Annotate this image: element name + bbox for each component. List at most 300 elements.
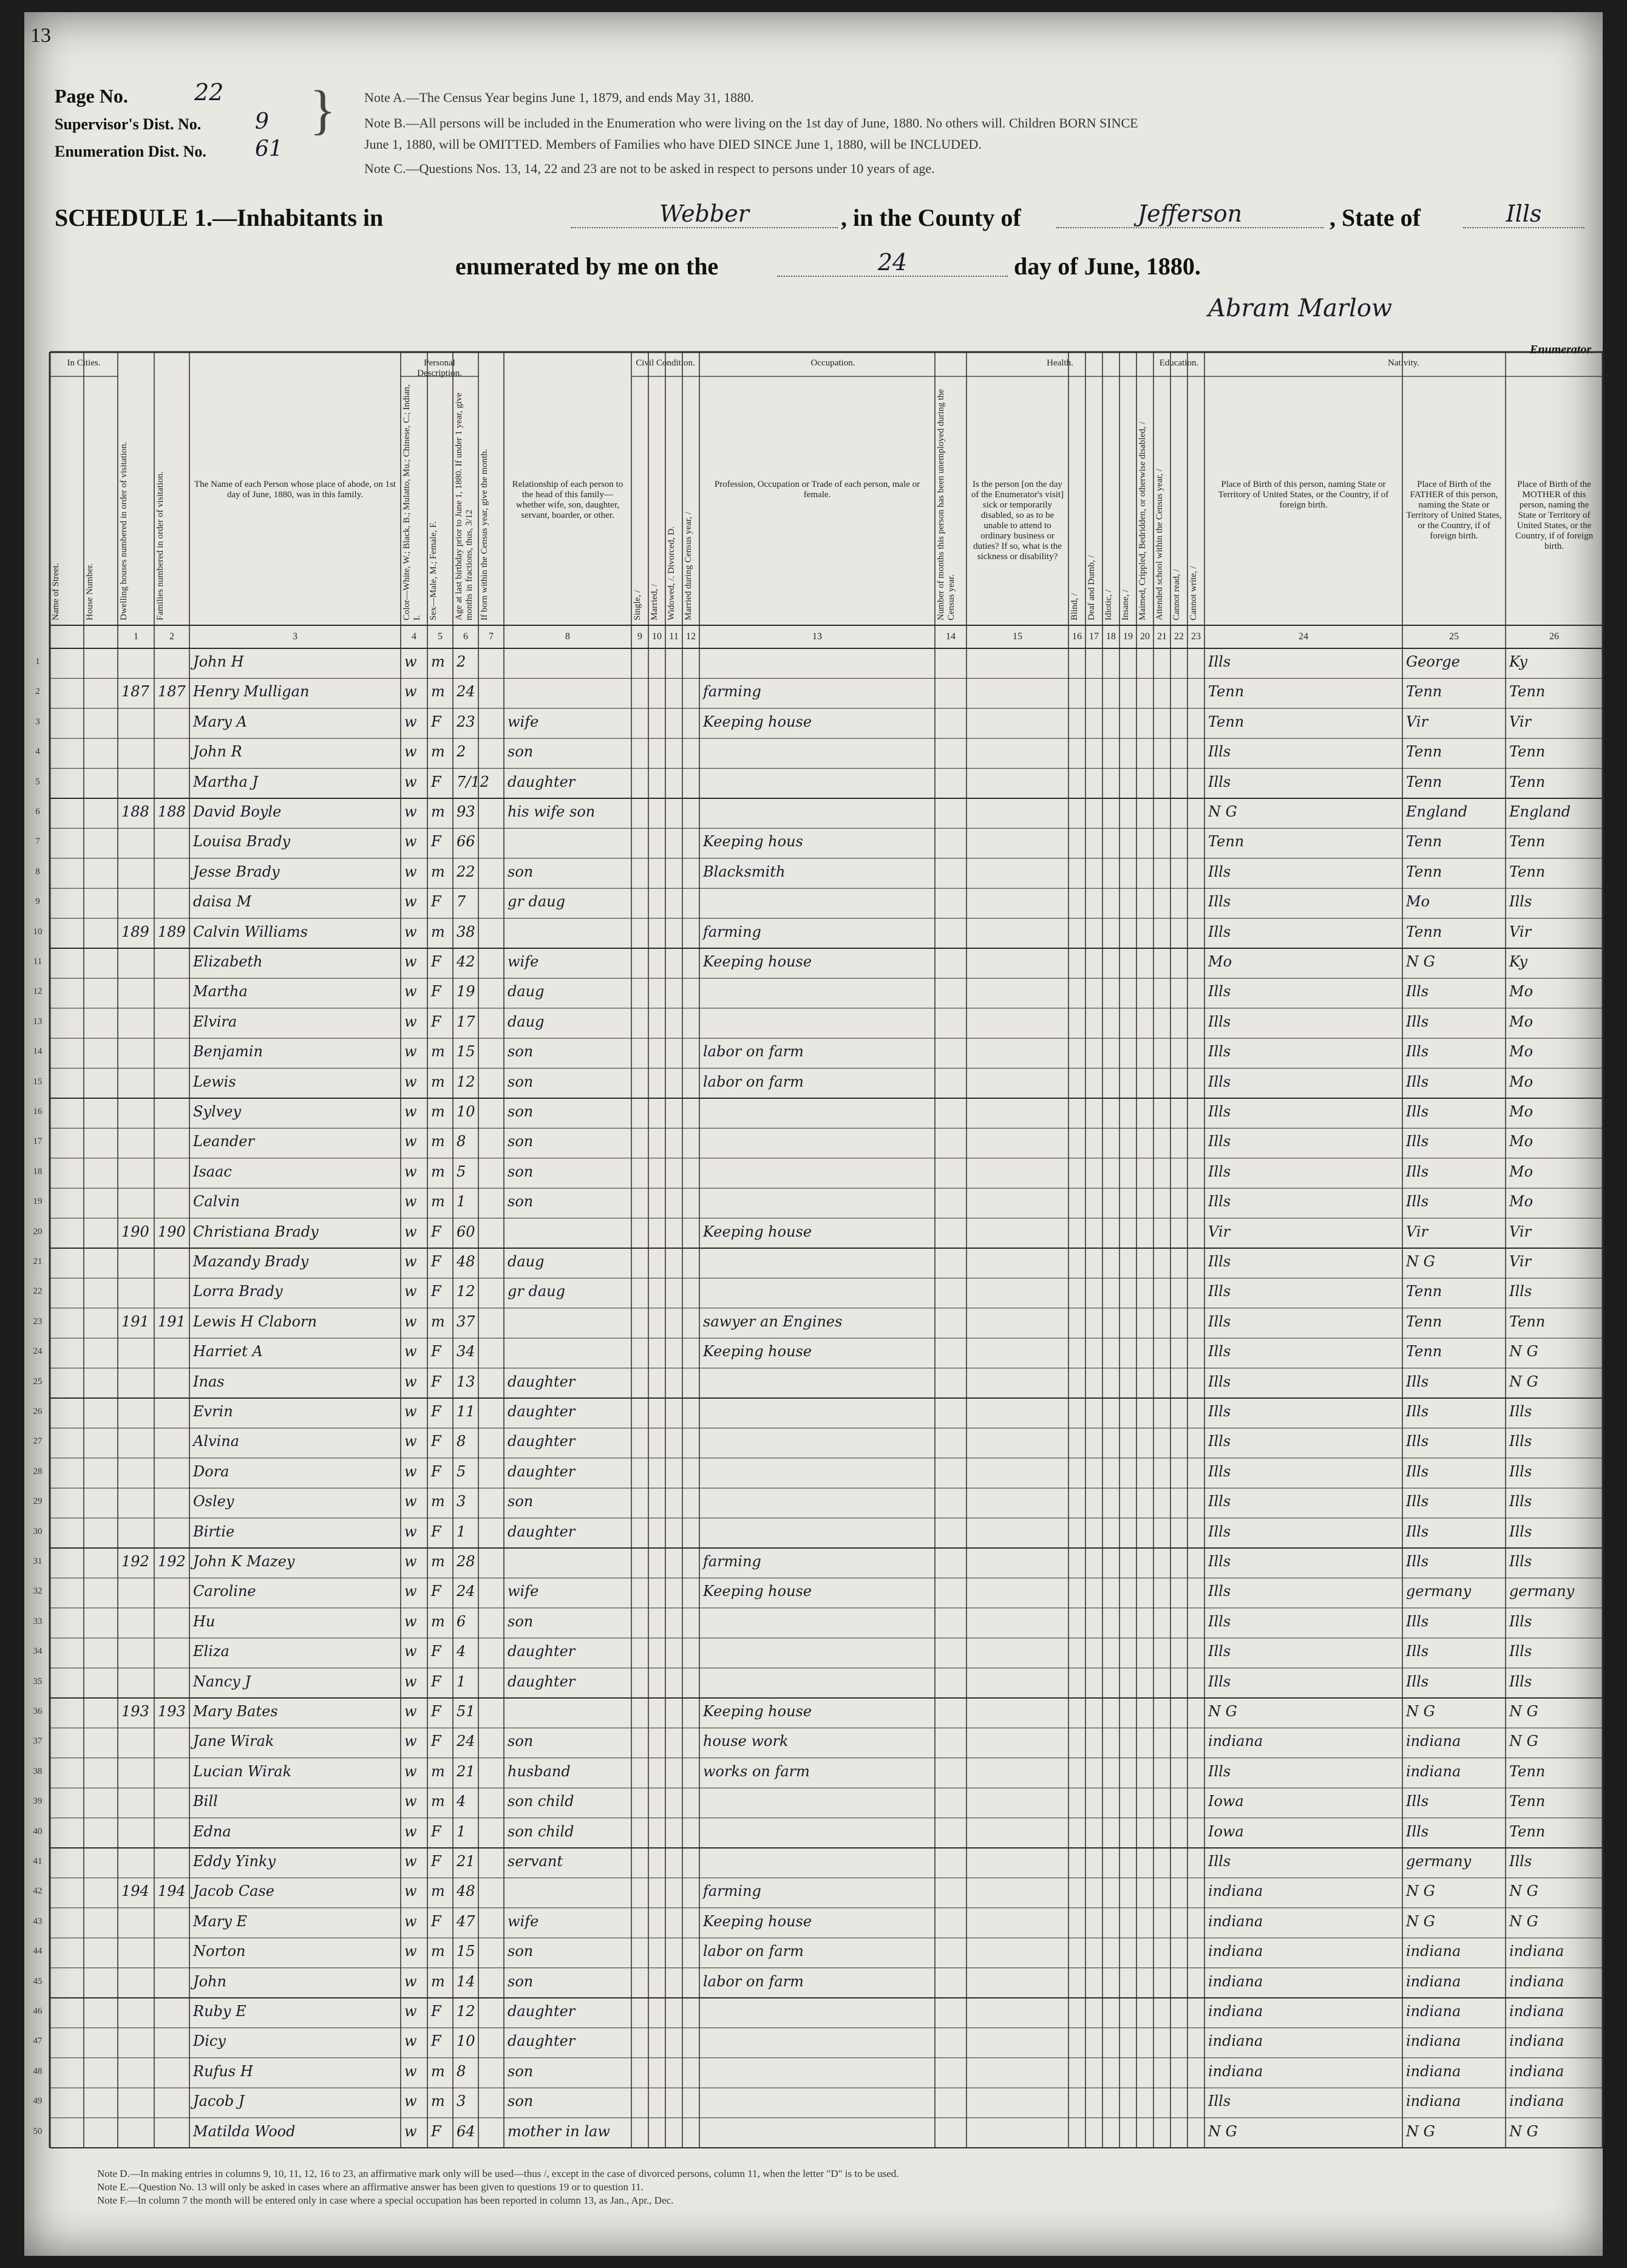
cell-mother: Ills — [1509, 1643, 1532, 1660]
enumeration-district-value: 61 — [255, 137, 283, 161]
cell-age: 2 — [457, 743, 466, 761]
cell-father: Ills — [1406, 1493, 1429, 1510]
cell-color: w — [404, 1583, 417, 1600]
cell-mother: Tenn — [1509, 773, 1546, 790]
cell-mother: Tenn — [1509, 683, 1546, 701]
cell-birth: N G — [1208, 803, 1237, 820]
page-number-value: 22 — [194, 79, 224, 106]
cell-name: Martha J — [193, 773, 259, 790]
column-number-7: 6 — [463, 631, 468, 642]
cell-sex: F — [431, 1733, 441, 1750]
column-group-5: Education. — [1159, 358, 1199, 368]
cell-sex: F — [431, 1643, 441, 1660]
cell-birth: N G — [1208, 1703, 1237, 1720]
cell-father: Vir — [1406, 1223, 1428, 1240]
cell-mother: Mo — [1509, 983, 1534, 1000]
cell-mother: Mo — [1509, 1073, 1534, 1090]
cell-color: w — [404, 1493, 417, 1510]
column-header-6: Sex—Male, M.; Female, F. — [429, 521, 438, 620]
cell-birth: Ills — [1208, 1523, 1231, 1540]
cell-age: 15 — [457, 1043, 475, 1061]
cell-name: Henry Mulligan — [193, 683, 310, 701]
cell-birth: Ills — [1208, 773, 1231, 790]
cell-age: 23 — [457, 713, 475, 730]
cell-color: w — [404, 1672, 417, 1690]
column-number-25: 24 — [1299, 631, 1308, 642]
cell-mother: Ills — [1509, 1493, 1532, 1510]
row-number: 19 — [33, 1197, 42, 1207]
cell-occ: Keeping house — [703, 953, 812, 970]
cell-name: Mary Bates — [193, 1703, 278, 1720]
cell-father: Tenn — [1406, 683, 1442, 701]
cell-mother: indiana — [1509, 1972, 1564, 1990]
cell-age: 3 — [457, 2093, 466, 2110]
cell-rel: son — [508, 1043, 534, 1061]
cell-name: daisa M — [193, 893, 252, 911]
cell-age: 6 — [457, 1612, 466, 1630]
cell-name: John K Mazey — [193, 1553, 295, 1570]
cell-birth: Ills — [1208, 1043, 1231, 1061]
cell-birth: indiana — [1208, 1912, 1263, 1930]
cell-sex: m — [431, 1883, 445, 1900]
cell-rel: gr daug — [508, 1283, 565, 1300]
cell-name: Edna — [193, 1822, 231, 1840]
cell-father: Ills — [1406, 1403, 1429, 1420]
cell-name: Lorra Brady — [193, 1283, 283, 1300]
cell-color: w — [404, 1253, 417, 1270]
cell-age: 38 — [457, 923, 475, 940]
cell-sex: F — [431, 1433, 441, 1450]
cell-father: Tenn — [1406, 863, 1442, 880]
row-number: 3 — [35, 716, 40, 727]
column-header-1: House Number. — [85, 563, 95, 620]
cell-father: Ills — [1406, 983, 1429, 1000]
cell-name: Sylvey — [193, 1103, 241, 1120]
cell-occ: labor on farm — [703, 1972, 804, 1990]
row-number: 48 — [33, 2066, 42, 2076]
row-number: 34 — [33, 1646, 42, 1657]
row-number: 50 — [33, 2126, 42, 2136]
row-number: 11 — [33, 957, 42, 966]
cell-color: w — [404, 2003, 417, 2020]
cell-name: Isaac — [193, 1163, 232, 1180]
page-number-label: Page No. — [55, 85, 128, 107]
column-header-21: Maimed, Crippled, Bedridden, or otherwise disabled, / — [1138, 421, 1147, 620]
row-number: 49 — [33, 2096, 42, 2107]
row-number: 17 — [33, 1136, 42, 1147]
cell-fam: 188 — [158, 803, 186, 820]
column-number-15: 14 — [946, 631, 956, 642]
cell-age: 3 — [457, 1493, 466, 1510]
cell-age: 24 — [457, 1733, 475, 1750]
cell-name: Louisa Brady — [193, 833, 291, 850]
cell-birth: indiana — [1208, 1883, 1263, 1900]
cell-age: 19 — [457, 983, 475, 1000]
cell-birth: Ills — [1208, 1403, 1231, 1420]
cell-rel: son — [508, 863, 534, 880]
column-number-16: 15 — [1013, 631, 1022, 642]
cell-name: Norton — [193, 1943, 246, 1960]
column-number-13: 12 — [686, 631, 696, 642]
cell-birth: Ills — [1208, 1133, 1231, 1150]
cell-name: Lewis — [193, 1073, 236, 1090]
cell-name: Mary A — [193, 713, 247, 730]
cell-color: w — [404, 1853, 417, 1870]
cell-birth: Ills — [1208, 1343, 1231, 1360]
cell-rel: wife — [508, 713, 539, 730]
cell-rel: daughter — [508, 773, 576, 790]
row-number: 7 — [35, 837, 40, 847]
cell-father: indiana — [1406, 1972, 1461, 1990]
cell-rel: daughter — [508, 1462, 576, 1480]
row-number: 39 — [33, 1796, 42, 1807]
cell-sex: m — [431, 2062, 445, 2080]
cell-rel: son — [508, 1103, 534, 1120]
cell-age: 5 — [457, 1462, 466, 1480]
cell-sex: F — [431, 1672, 441, 1690]
cell-birth: Tenn — [1208, 833, 1245, 850]
cell-color: w — [404, 803, 417, 820]
cell-mother: Mo — [1509, 1133, 1534, 1150]
cell-birth: Ills — [1208, 1493, 1231, 1510]
row-number: 35 — [33, 1676, 42, 1686]
note-b-cont: June 1, 1880, will be OMITTED. Members of Families who have DIED SINCE June 1, 1880, will be INCLUDED. — [364, 137, 982, 152]
cell-name: Jacob Case — [193, 1883, 275, 1900]
column-header-3: Families numbered in order of visitation. — [155, 471, 165, 620]
cell-color: w — [404, 1643, 417, 1660]
column-header-5: Color—White, W.; Black, B.; Mulatto, Mu.; Chinese, C.; Indian, I. — [402, 384, 422, 620]
cell-color: w — [404, 1103, 417, 1120]
cell-occ: Keeping house — [703, 1343, 812, 1360]
cell-father: Ills — [1406, 1612, 1429, 1630]
cell-birth: Iowa — [1208, 1822, 1244, 1840]
row-number: 24 — [33, 1346, 42, 1357]
cell-color: w — [404, 2122, 417, 2140]
cell-mother: Ills — [1509, 1403, 1532, 1420]
cell-sex: m — [431, 1553, 445, 1570]
note-a: Note A.—The Census Year begins June 1, 1879, and ends May 31, 1880. — [364, 90, 754, 105]
state-label: , State of — [1330, 204, 1421, 231]
column-group-6: Nativity. — [1388, 358, 1419, 368]
row-number: 31 — [33, 1557, 42, 1566]
cell-color: w — [404, 2062, 417, 2080]
cell-age: 12 — [457, 1073, 475, 1090]
cell-birth: Iowa — [1208, 1793, 1244, 1810]
cell-color: w — [404, 1762, 417, 1780]
column-number-5: 4 — [412, 631, 416, 642]
row-number: 40 — [33, 1826, 42, 1836]
cell-birth: Ills — [1208, 1253, 1231, 1270]
cell-name: Mazandy Brady — [193, 1253, 309, 1270]
cell-sex: F — [431, 2032, 441, 2050]
enumerator-signature: Abram Marlow — [1208, 294, 1393, 322]
cell-father: Ills — [1406, 1163, 1429, 1180]
cell-birth: indiana — [1208, 2062, 1263, 2080]
cell-color: w — [404, 893, 417, 911]
cell-father: Tenn — [1406, 923, 1442, 940]
cell-fam: 193 — [158, 1703, 186, 1720]
row-number: 36 — [33, 1706, 42, 1716]
cell-occ: Keeping house — [703, 1912, 812, 1930]
row-number: 1 — [35, 657, 40, 667]
row-number: 47 — [33, 2036, 42, 2046]
column-header-0: Name of Street. — [51, 563, 61, 620]
cell-color: w — [404, 1972, 417, 1990]
cell-color: w — [404, 1373, 417, 1390]
cell-age: 48 — [457, 1253, 475, 1270]
cell-father: germany — [1406, 1583, 1472, 1600]
cell-sex: m — [431, 1762, 445, 1780]
cell-father: Ills — [1406, 1523, 1429, 1540]
cell-name: Birtie — [193, 1523, 235, 1540]
cell-sex: F — [431, 2122, 441, 2140]
cell-sex: F — [431, 1583, 441, 1600]
cell-father: Ills — [1406, 1103, 1429, 1120]
cell-mother: Ills — [1509, 1553, 1532, 1570]
cell-sex: m — [431, 1133, 445, 1150]
column-group-3: Occupation. — [810, 358, 855, 368]
cell-mother: Ills — [1509, 1853, 1532, 1870]
cell-age: 12 — [457, 2003, 475, 2020]
cell-age: 8 — [457, 1433, 466, 1450]
cell-color: w — [404, 773, 417, 790]
cell-sex: F — [431, 1403, 441, 1420]
cell-mother: Ky — [1509, 653, 1527, 670]
cell-rel: daughter — [508, 1643, 576, 1660]
cell-name: Lucian Wirak — [193, 1762, 292, 1780]
cell-birth: Ills — [1208, 1193, 1231, 1210]
cell-rel: son — [508, 1133, 534, 1150]
cell-color: w — [404, 1403, 417, 1420]
footnote-f: Note F.—In column 7 the month will be entered only in case where a special occupation has been reported in column 13, as Jan., Apr., Dec. — [97, 2195, 674, 2206]
row-number: 29 — [33, 1496, 42, 1507]
cell-birth: indiana — [1208, 1972, 1263, 1990]
cell-mother: Vir — [1509, 923, 1532, 940]
cell-name: Matilda Wood — [193, 2122, 296, 2140]
cell-occ: labor on farm — [703, 1943, 804, 1960]
cell-sex: m — [431, 1312, 445, 1330]
cell-color: w — [404, 1193, 417, 1210]
cell-name: John H — [193, 653, 244, 670]
cell-mother: N G — [1509, 1912, 1538, 1930]
cell-mother: Ills — [1509, 1612, 1532, 1630]
cell-color: w — [404, 1073, 417, 1090]
cell-mother: Tenn — [1509, 743, 1546, 761]
cell-sex: F — [431, 713, 441, 730]
row-number: 22 — [33, 1286, 42, 1297]
row-number: 2 — [35, 687, 40, 697]
column-number-23: 22 — [1174, 631, 1184, 642]
cell-father: Tenn — [1406, 833, 1442, 850]
cell-color: w — [404, 1822, 417, 1840]
cell-birth: Ills — [1208, 1853, 1231, 1870]
cell-sex: m — [431, 1793, 445, 1810]
cell-mother: England — [1509, 803, 1571, 820]
cell-sex: F — [431, 1462, 441, 1480]
cell-dw: 187 — [121, 683, 149, 701]
column-header-26: Place of Birth of the FATHER of this person, naming the State or Territory of United States, or the Country, if of foreign birth. — [1406, 480, 1502, 541]
cell-birth: Ills — [1208, 1073, 1231, 1090]
cell-birth: Ills — [1208, 1672, 1231, 1690]
cell-birth: Ills — [1208, 1583, 1231, 1600]
cell-father: England — [1406, 803, 1468, 820]
cell-occ: Keeping house — [703, 1583, 812, 1600]
column-group-0: In Cities. — [67, 358, 101, 368]
column-header-24: Cannot write, / — [1189, 566, 1198, 620]
cell-father: germany — [1406, 1853, 1472, 1870]
cell-occ: house work — [703, 1733, 789, 1750]
cell-sex: m — [431, 1943, 445, 1960]
cell-birth: indiana — [1208, 2032, 1263, 2050]
column-group-4: Health. — [1047, 358, 1073, 368]
cell-color: w — [404, 743, 417, 761]
cell-sex: F — [431, 893, 441, 911]
cell-color: w — [404, 2093, 417, 2110]
column-group-1: Personal Description. — [417, 358, 462, 378]
cell-age: 21 — [457, 1853, 475, 1870]
cell-mother: indiana — [1509, 2003, 1564, 2020]
column-number-22: 21 — [1157, 631, 1167, 642]
row-number: 23 — [33, 1316, 42, 1326]
cell-dw: 191 — [121, 1312, 149, 1330]
cell-age: 7/12 — [457, 773, 489, 790]
column-header-7: Age at last birthday prior to June 1, 1880. If under 1 year, give months in fractions, thus, 3/12 — [454, 392, 474, 620]
cell-age: 64 — [457, 2122, 475, 2140]
cell-sex: m — [431, 2093, 445, 2110]
row-number: 42 — [33, 1886, 42, 1896]
cell-mother: Vir — [1509, 713, 1532, 730]
cell-father: N G — [1406, 1253, 1435, 1270]
cell-age: 14 — [457, 1972, 475, 1990]
cell-age: 17 — [457, 1013, 475, 1030]
cell-color: w — [404, 1283, 417, 1300]
column-number-12: 11 — [669, 631, 679, 642]
cell-occ: Keeping hous — [703, 833, 803, 850]
cell-rel: son — [508, 1943, 534, 1960]
column-header-23: Cannot read, / — [1172, 569, 1181, 620]
cell-age: 47 — [457, 1912, 475, 1930]
county-label: , in the County of — [841, 204, 1021, 231]
cell-occ: labor on farm — [703, 1073, 804, 1090]
column-header-4: The Name of each Person whose place of abode, on 1st day of June, 1880, was in this family. — [194, 480, 396, 500]
cell-name: Evrin — [193, 1403, 233, 1420]
cell-color: w — [404, 713, 417, 730]
cell-father: George — [1406, 653, 1460, 670]
cell-father: Ills — [1406, 1013, 1429, 1030]
cell-age: 13 — [457, 1373, 475, 1390]
cell-sex: m — [431, 1073, 445, 1090]
cell-rel: gr daug — [508, 893, 565, 911]
cell-birth: Ills — [1208, 1462, 1231, 1480]
cell-rel: son child — [508, 1822, 574, 1840]
column-number-8: 7 — [489, 631, 494, 642]
cell-age: 93 — [457, 803, 475, 820]
cell-age: 1 — [457, 1523, 466, 1540]
cell-name: Jane Wirak — [193, 1733, 274, 1750]
cell-occ: Keeping house — [703, 1223, 812, 1240]
row-number: 14 — [33, 1047, 42, 1057]
cell-birth: Ills — [1208, 1612, 1231, 1630]
cell-mother: germany — [1509, 1583, 1575, 1600]
cell-name: Martha — [193, 983, 248, 1000]
cell-rel: son — [508, 2062, 534, 2080]
cell-rel: daughter — [508, 1373, 576, 1390]
cell-sex: F — [431, 773, 441, 790]
cell-color: w — [404, 2032, 417, 2050]
cell-mother: indiana — [1509, 2062, 1564, 2080]
column-number-10: 9 — [637, 631, 642, 642]
cell-color: w — [404, 1312, 417, 1330]
row-number: 44 — [33, 1946, 42, 1957]
cell-name: Calvin — [193, 1193, 240, 1210]
cell-sex: m — [431, 923, 445, 940]
cell-birth: Ills — [1208, 893, 1231, 911]
cell-age: 2 — [457, 653, 466, 670]
column-header-27: Place of Birth of the MOTHER of this person, naming the State or Territory of United States, or the Country, if of foreign birth. — [1515, 480, 1594, 551]
cell-sex: m — [431, 1972, 445, 1990]
cell-father: Ills — [1406, 1643, 1429, 1660]
cell-sex: F — [431, 1223, 441, 1240]
cell-name: Osley — [193, 1493, 234, 1510]
cell-mother: Tenn — [1509, 1822, 1546, 1840]
column-number-21: 20 — [1140, 631, 1150, 642]
cell-father: Ills — [1406, 1822, 1429, 1840]
cell-sex: F — [431, 2003, 441, 2020]
cell-mother: Mo — [1509, 1043, 1534, 1061]
cell-mother: Mo — [1509, 1163, 1534, 1180]
column-number-18: 17 — [1089, 631, 1099, 642]
cell-color: w — [404, 1703, 417, 1720]
row-number: 6 — [35, 807, 40, 817]
cell-sex: m — [431, 653, 445, 670]
cell-birth: Tenn — [1208, 683, 1245, 701]
cell-birth: Ills — [1208, 1433, 1231, 1450]
cell-mother: Ills — [1509, 1523, 1532, 1540]
cell-name: Jacob J — [193, 2093, 245, 2110]
cell-color: w — [404, 1163, 417, 1180]
cell-rel: son — [508, 1493, 534, 1510]
cell-father: Vir — [1406, 713, 1428, 730]
cell-birth: Ills — [1208, 1643, 1231, 1660]
column-header-25: Place of Birth of this person, naming State or Territory of United States, or the Country, if of foreign birth. — [1218, 480, 1389, 510]
row-number: 38 — [33, 1766, 42, 1776]
cell-color: w — [404, 1943, 417, 1960]
cell-mother: Vir — [1509, 1223, 1532, 1240]
cell-mother: Ills — [1509, 1433, 1532, 1450]
cell-color: w — [404, 953, 417, 970]
enumerated-label: enumerated by me on the — [455, 253, 719, 280]
row-number: 30 — [33, 1526, 42, 1536]
cell-mother: Ky — [1509, 953, 1527, 970]
row-number: 8 — [35, 866, 40, 877]
cell-mother: Ills — [1509, 1672, 1532, 1690]
cell-sex: m — [431, 1612, 445, 1630]
row-number: 4 — [35, 747, 40, 757]
column-number-2: 1 — [134, 631, 138, 642]
column-number-11: 10 — [652, 631, 662, 642]
cell-rel: wife — [508, 953, 539, 970]
cell-birth: Ills — [1208, 1553, 1231, 1570]
column-group-2: Civil Condition. — [636, 358, 695, 368]
column-header-22: Attended school within the Census year, / — [1155, 469, 1164, 620]
cell-father: N G — [1406, 1703, 1435, 1720]
column-number-4: 3 — [293, 631, 297, 642]
cell-rel: servant — [508, 1853, 563, 1870]
row-number: 10 — [33, 926, 42, 937]
row-number: 41 — [33, 1856, 42, 1866]
schedule-title: SCHEDULE 1.—Inhabitants in — [55, 204, 384, 231]
day-value: 24 — [777, 249, 1008, 277]
